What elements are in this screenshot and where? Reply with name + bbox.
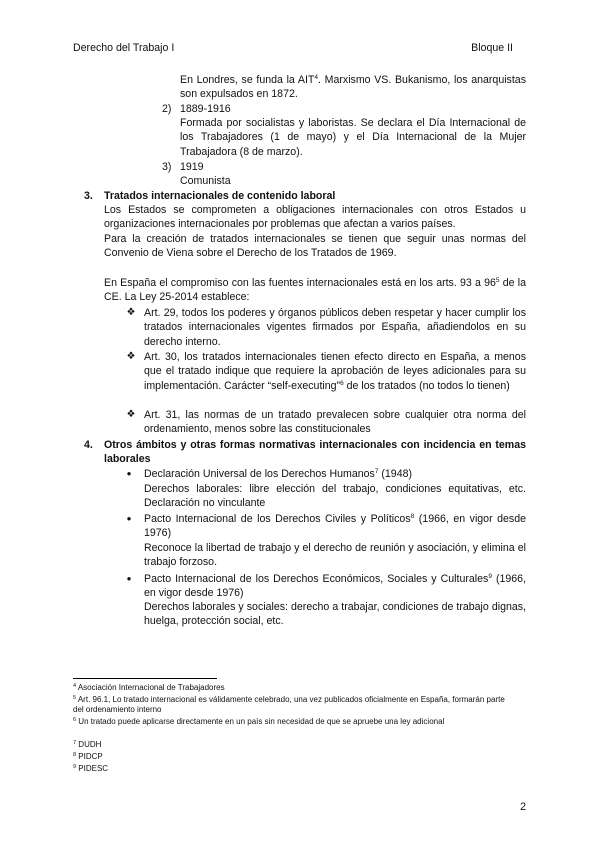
footnote-8 xyxy=(73,752,513,762)
diamond-bullet-icon: ❖ xyxy=(126,351,136,362)
dot-bullet-icon: ● xyxy=(126,469,132,478)
instrument-pidesc-title: Pacto Internacional de los Derechos Económicos, Sociales y Culturales xyxy=(144,573,489,585)
instrument-pidcp-title: Pacto Internacional de los Derechos Civiles y Políticos xyxy=(144,513,411,525)
bullet-art-30 xyxy=(144,350,526,393)
footnote-5 xyxy=(73,695,513,716)
footnote-9-number: 9 xyxy=(73,764,77,770)
footnote-divider xyxy=(73,678,217,679)
footnote-9-text: PIDESC xyxy=(76,764,109,773)
instrument-dudh xyxy=(144,467,526,481)
footnote-7 xyxy=(73,740,513,750)
section-4-number: 4. xyxy=(84,439,93,451)
section-3-paragraph-3-text: En España el compromiso con las fuentes internacionales está en los arts. 93 a 96 xyxy=(104,277,496,289)
bullet-art-30-text-rest: de los tratados (no todos lo tienen) xyxy=(343,379,510,392)
dot-bullet-icon: ● xyxy=(126,514,132,523)
bullet-art-29: Art. 29, todos los poderes y órganos públicos deben respetar y hacer cumplir los tratados internacionales vigentes firmados por España, añadiendolos en su derecho interno. xyxy=(144,307,526,348)
header-section: Bloque II xyxy=(471,42,513,54)
instrument-dudh-date: (1948) xyxy=(378,468,413,480)
diamond-bullet-icon: ❖ xyxy=(126,307,136,318)
instrument-dudh-title: Declaración Universal de los Derechos Humanos xyxy=(144,468,375,480)
instrument-pidcp xyxy=(144,512,526,541)
list-item-1-continuation xyxy=(180,73,526,102)
footnote-5-text: Art. 96.1, Lo tratado internacional es válidamente celebrado, una vez publicados oficialmente en España, formarán parte del ordenamiento interno xyxy=(73,695,505,715)
list-item-2-number: 2) xyxy=(162,103,172,115)
list-item-2-year: 1889-1916 xyxy=(180,103,231,115)
footnote-4-number: 4 xyxy=(73,683,77,689)
footnote-ref-9[interactable]: 9 xyxy=(488,573,492,580)
footnote-5-number: 5 xyxy=(73,695,77,701)
instrument-pidesc-description: Derechos laborales y sociales: derecho a trabajar, condiciones de trabajo dignas, huelga, protección social, etc. xyxy=(144,601,526,628)
footnote-9 xyxy=(73,764,513,774)
footnote-7-number: 7 xyxy=(73,740,77,746)
footnote-ref-4[interactable]: 4 xyxy=(314,74,319,81)
instrument-pidesc-date: (1966, en vigor desde 1976) xyxy=(144,573,527,600)
footnote-8-text: PIDCP xyxy=(76,752,103,761)
list-item-3-description: Comunista xyxy=(180,175,231,187)
footnote-7-text: DUDH xyxy=(76,740,102,749)
section-3-heading: Tratados internacionales de contenido laboral xyxy=(104,190,336,202)
section-3-paragraph-1: Los Estados se comprometen a obligaciones internacionales con otros Estados u organizaciones internacionales por problemas que afectan a varios países. xyxy=(104,204,526,231)
footnote-8-number: 8 xyxy=(73,752,77,758)
section-3-paragraph-2: Para la creación de tratados internacionales se tienen que seguir unas normas del Convenio de Viena sobre el Derecho de los Tratados de 1969. xyxy=(104,233,526,260)
footnote-4 xyxy=(73,683,513,693)
footnote-6 xyxy=(73,717,513,727)
footnote-6-text: Un tratado puede aplicarse directamente en un país sin necesidad de que se apruebe una ley adicional xyxy=(76,717,445,726)
footnote-ref-6[interactable]: 6 xyxy=(340,379,344,387)
footnote-6-number: 6 xyxy=(73,717,77,723)
list-item-2-description: Formada por socialistas y laboristas. Se declara el Día Internacional de los Trabajadores (1 de mayo) y el Día Internacional de la Mujer Trabajadora (8 de marzo). xyxy=(180,117,526,158)
instrument-pidcp-date: (1966, en vigor desde 1976) xyxy=(144,513,526,540)
instrument-pidesc xyxy=(144,572,526,601)
section-3-paragraph-3-text-rest: de la CE. La Ley 25-2014 establece: xyxy=(104,277,526,304)
list-item-1-text-rest: . Marxismo VS. Bukanismo, los anarquistas son expulsados en 1872. xyxy=(180,74,526,101)
list-item-1-text: En Londres, se funda la AIT xyxy=(180,74,315,86)
instrument-dudh-description: Derechos laborales: libre elección del trabajo, condiciones equitativas, etc. Declaración no vinculante xyxy=(144,483,526,510)
footnote-ref-8[interactable]: 8 xyxy=(410,513,415,520)
diamond-bullet-icon: ❖ xyxy=(126,409,136,420)
footnote-ref-7[interactable]: 7 xyxy=(374,468,379,475)
section-3-paragraph-3 xyxy=(104,276,526,305)
footnote-4-text: Asociación Internacional de Trabajadores xyxy=(76,683,225,692)
header-title: Derecho del Trabajo I xyxy=(73,42,175,54)
list-item-3-number: 3) xyxy=(162,161,172,173)
list-item-3-year: 1919 xyxy=(180,161,204,173)
bullet-art-31: Art. 31, las normas de un tratado prevalecen sobre cualquier otra norma del ordenamiento, menos sobre las constitucionales xyxy=(144,409,526,436)
section-4-heading: Otros ámbitos y otras formas normativas internacionales con incidencia en temas laborales xyxy=(104,439,526,466)
dot-bullet-icon: ● xyxy=(126,574,132,583)
instrument-pidcp-description: Reconoce la libertad de trabajo y el derecho de reunión y asociación, y elimina el trabajo forzoso. xyxy=(144,542,526,569)
footnote-ref-5[interactable]: 5 xyxy=(495,277,500,284)
section-3-number: 3. xyxy=(84,190,93,202)
page-number: 2 xyxy=(520,801,526,813)
bullet-art-30-text: Art. 30, los tratados internacionales tienen efecto directo en España, a menos que el tratado indique que requiere la aprobación de leyes adicionales para su implementación. Carácter “self-executing” xyxy=(144,351,526,392)
